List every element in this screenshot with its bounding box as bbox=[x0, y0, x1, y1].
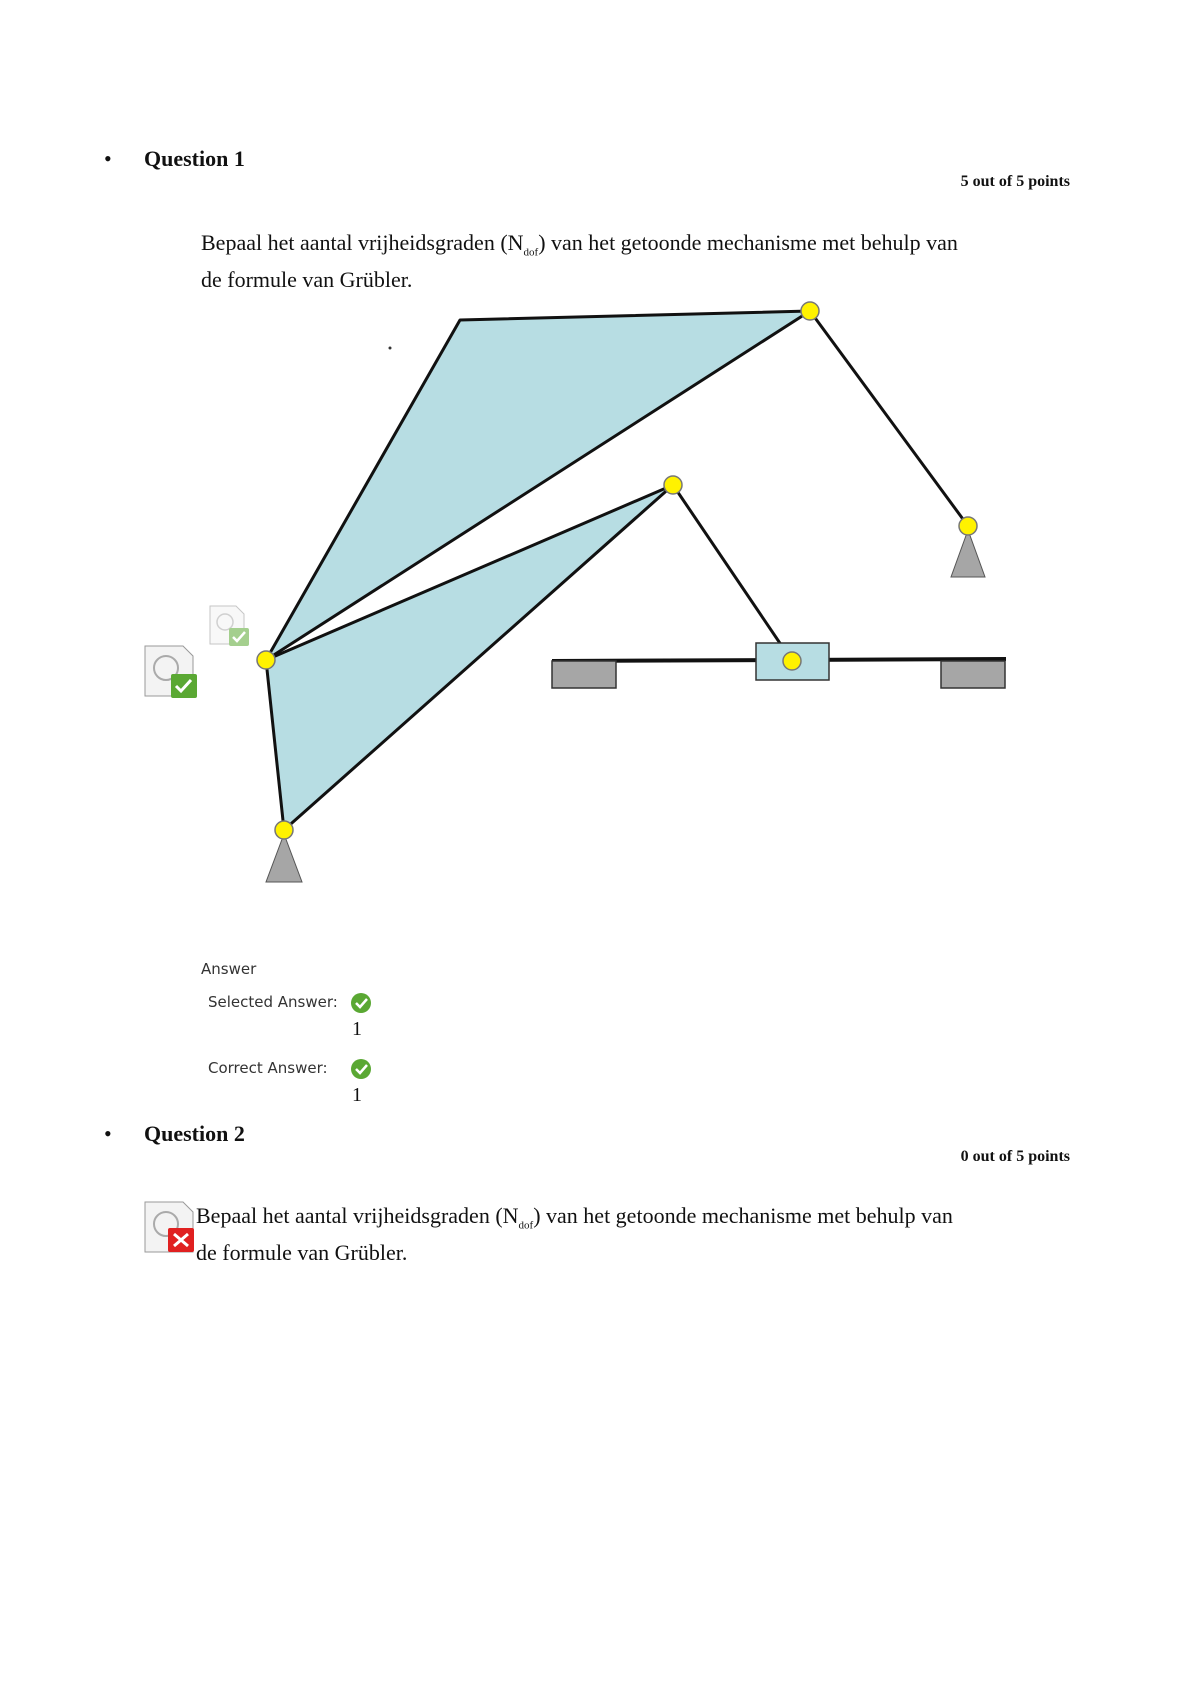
ground-support-right bbox=[951, 530, 985, 577]
question-text-part: ) van het getoonde mechanisme met behulp van bbox=[533, 1203, 953, 1228]
correct-icon-faded bbox=[210, 606, 249, 646]
joint bbox=[783, 652, 801, 670]
question-1-title: Question 1 bbox=[144, 146, 245, 171]
question-text-part: Bepaal het aantal vrijheidsgraden (N bbox=[201, 230, 524, 255]
selected-answer-label: Selected Answer: bbox=[208, 993, 338, 1011]
ground-support-left bbox=[266, 834, 302, 882]
question-text-part: Bepaal het aantal vrijheidsgraden (N bbox=[196, 1203, 519, 1228]
lower-link bbox=[266, 485, 673, 830]
answer-section-label: Answer bbox=[201, 960, 257, 978]
question-text-line2: de formule van Grübler. bbox=[196, 1240, 408, 1266]
bullet: • bbox=[104, 146, 112, 171]
joint bbox=[257, 651, 275, 669]
stray-dot bbox=[389, 347, 392, 350]
bullet: • bbox=[104, 1121, 112, 1146]
incorrect-icon bbox=[140, 1198, 200, 1254]
check-icon bbox=[350, 992, 372, 1014]
joint bbox=[959, 517, 977, 535]
question-text-line2: de formule van Grübler. bbox=[201, 267, 413, 293]
guide-support-left bbox=[552, 661, 616, 688]
upper-link bbox=[266, 311, 810, 660]
right-rocker-link bbox=[810, 311, 968, 526]
question-2-text bbox=[196, 1202, 1086, 1267]
question-1-points: 5 out of 5 points bbox=[960, 173, 1070, 190]
question-text-part: ) van het getoonde mechanisme met behulp van bbox=[538, 230, 958, 255]
subscript-dof: dof bbox=[523, 246, 539, 259]
question-2-title: Question 2 bbox=[144, 1121, 245, 1146]
correct-answer-value: 1 bbox=[352, 1084, 362, 1106]
joint bbox=[801, 302, 819, 320]
joint bbox=[664, 476, 682, 494]
coupler-link bbox=[673, 485, 792, 661]
guide-support-right bbox=[941, 661, 1005, 688]
correct-answer-label: Correct Answer: bbox=[208, 1059, 328, 1077]
question-2-points: 0 out of 5 points bbox=[960, 1148, 1070, 1165]
check-icon bbox=[350, 1058, 372, 1080]
joint bbox=[275, 821, 293, 839]
selected-answer-value: 1 bbox=[352, 1018, 362, 1040]
subscript-dof: dof bbox=[518, 1219, 534, 1232]
correct-icon bbox=[145, 646, 197, 698]
